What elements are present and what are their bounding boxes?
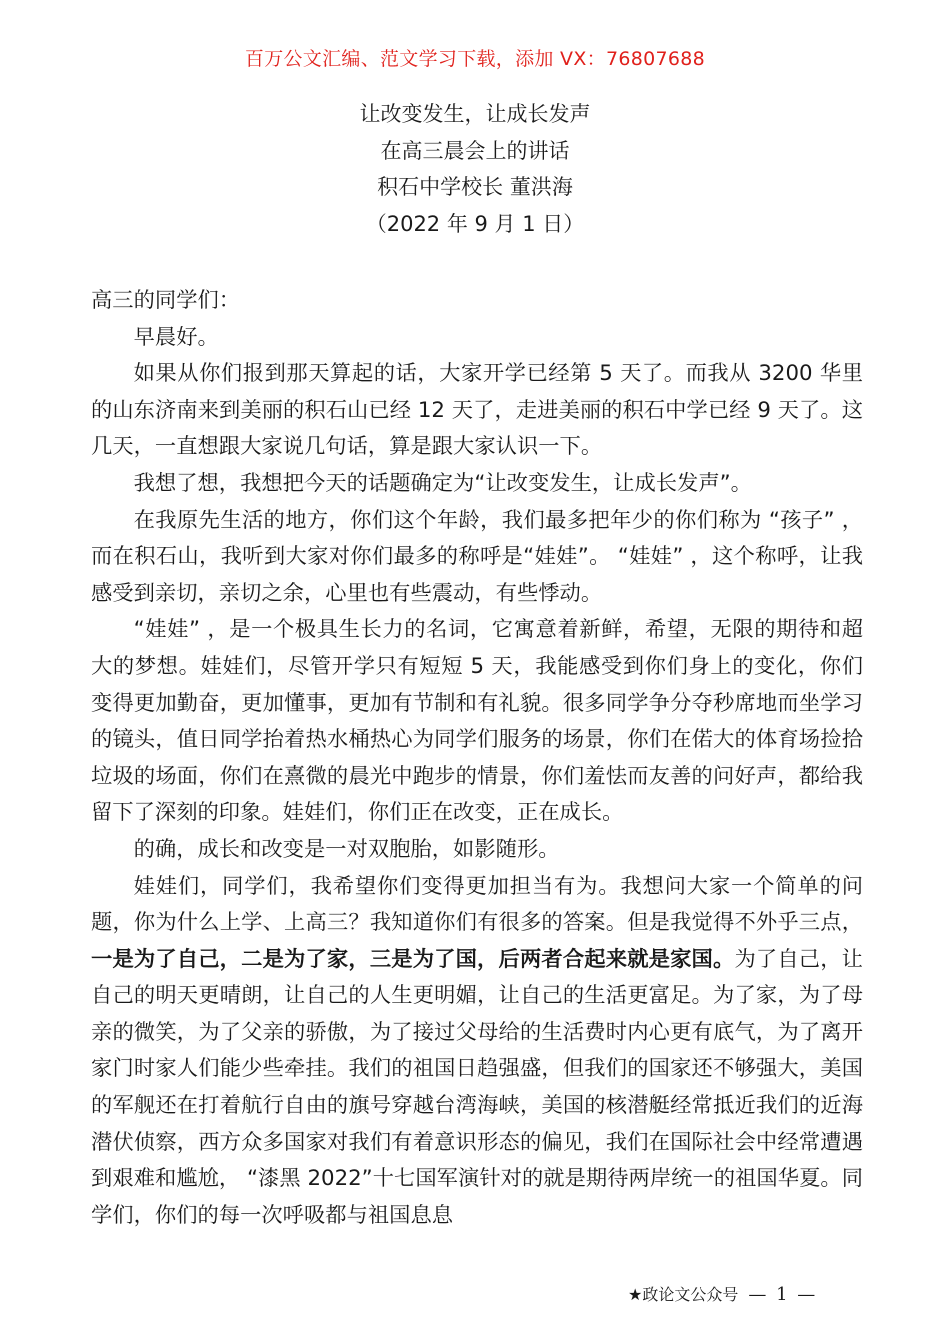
speaker-line: 积石中学校长 董洪海 [377,175,573,199]
paragraph: 的确，成长和改变是一对双胞胎，如影随形。 [133,836,560,862]
bold-emphasis-text: 一是为了自己，二是为了家，三是为了国，后两者合起来就是家国。 [91,946,735,972]
speech-body [91,283,863,1234]
paragraph-greeting: 早晨好。 [133,324,219,350]
paragraph: 在我原先生活的地方，你们这个年龄，我们最多把年少的你们称为 “孩子” ，而在积石山，我听到大家对你们最多的称呼是“娃娃”。 “娃娃” ，这个称呼，让我感受到亲切，亲切之余，心里也有些震动，有些悸动。 [91,507,863,606]
speech-subtitle: 在高三晨会上的讲话 [380,138,570,163]
salutation: 高三的同学们： [91,288,241,313]
paragraph-text: 为了自己，让自己的明天更晴朗，让自己的人生更明媚，让自己的生活更富足。为了家，为了母亲的微笑，为了父亲的骄傲，为了接过父母给的生活费时内心更有底气，为了离开家门时家人们能少些牵挂。我们的祖国日趋强盛，但我们的国家还不够强大，美国的军舰还在打着航行自由的旗号穿越台湾海峡，美国的核潜艇经常抵近我们的近海潜伏侦察，西方众多国家对我们有着意识形态的偏见，我们在国际社会中经常遭遇到艰难和尴尬， “漆黑 2022”十七国军演针对的就是期待两岸统一的祖国华夏。同学们，你们的每一次呼吸都与祖国息息 [91,946,863,1228]
paragraph [91,869,863,1235]
header-banner: 百万公文汇编、范文学习下载，添加 VX：76807688 [244,48,706,70]
paragraph-text: 娃娃们，同学们，我希望你们变得更加担当有为。我想问大家一个简单的问题，你为什么上学、上高三？我知道你们有很多的答案。但是我觉得不外乎三点， [91,873,863,936]
paragraph: 我想了想，我想把今天的话题确定为“让改变发生，让成长发声”。 [133,470,752,496]
paragraph: 如果从你们报到那天算起的话，大家开学已经第 5 天了。而我从 3200 华里的山东济南来到美丽的积石山已经 12 天了，走进美丽的积石中学已经 9 天了。这几天，一直想跟大家说几句话，算是跟大家认识一下。 [91,361,863,460]
speech-title: 让改变发生，让成长发声 [359,102,591,126]
page-number: — 1 — [748,1284,818,1305]
paragraph: “娃娃” ，是一个极具生长力的名词，它寓意着新鲜，希望，无限的期待和超大的梦想。娃娃们，尽管开学只有短短 5 天，我能感受到你们身上的变化，你们变得更加勤奋，更加懂事，更加有节制和有礼貌。很多同学争分夺秒席地而坐学习的镜头，值日同学抬着热水桶热心为同学们服务的场景，你们在偌大的体育场捡拾垃圾的场面，你们在熹微的晨光中跑步的情景，你们羞怯而友善的问好声，都给我留下了深刻的印象。娃娃们，你们正在改变，正在成长。 [91,617,863,826]
title-block [0,96,950,242]
speech-date: （2022 年 9 月 1 日） [365,211,585,236]
footer-source: ★政论文公众号 [628,1285,739,1304]
page-footer [628,1283,817,1307]
